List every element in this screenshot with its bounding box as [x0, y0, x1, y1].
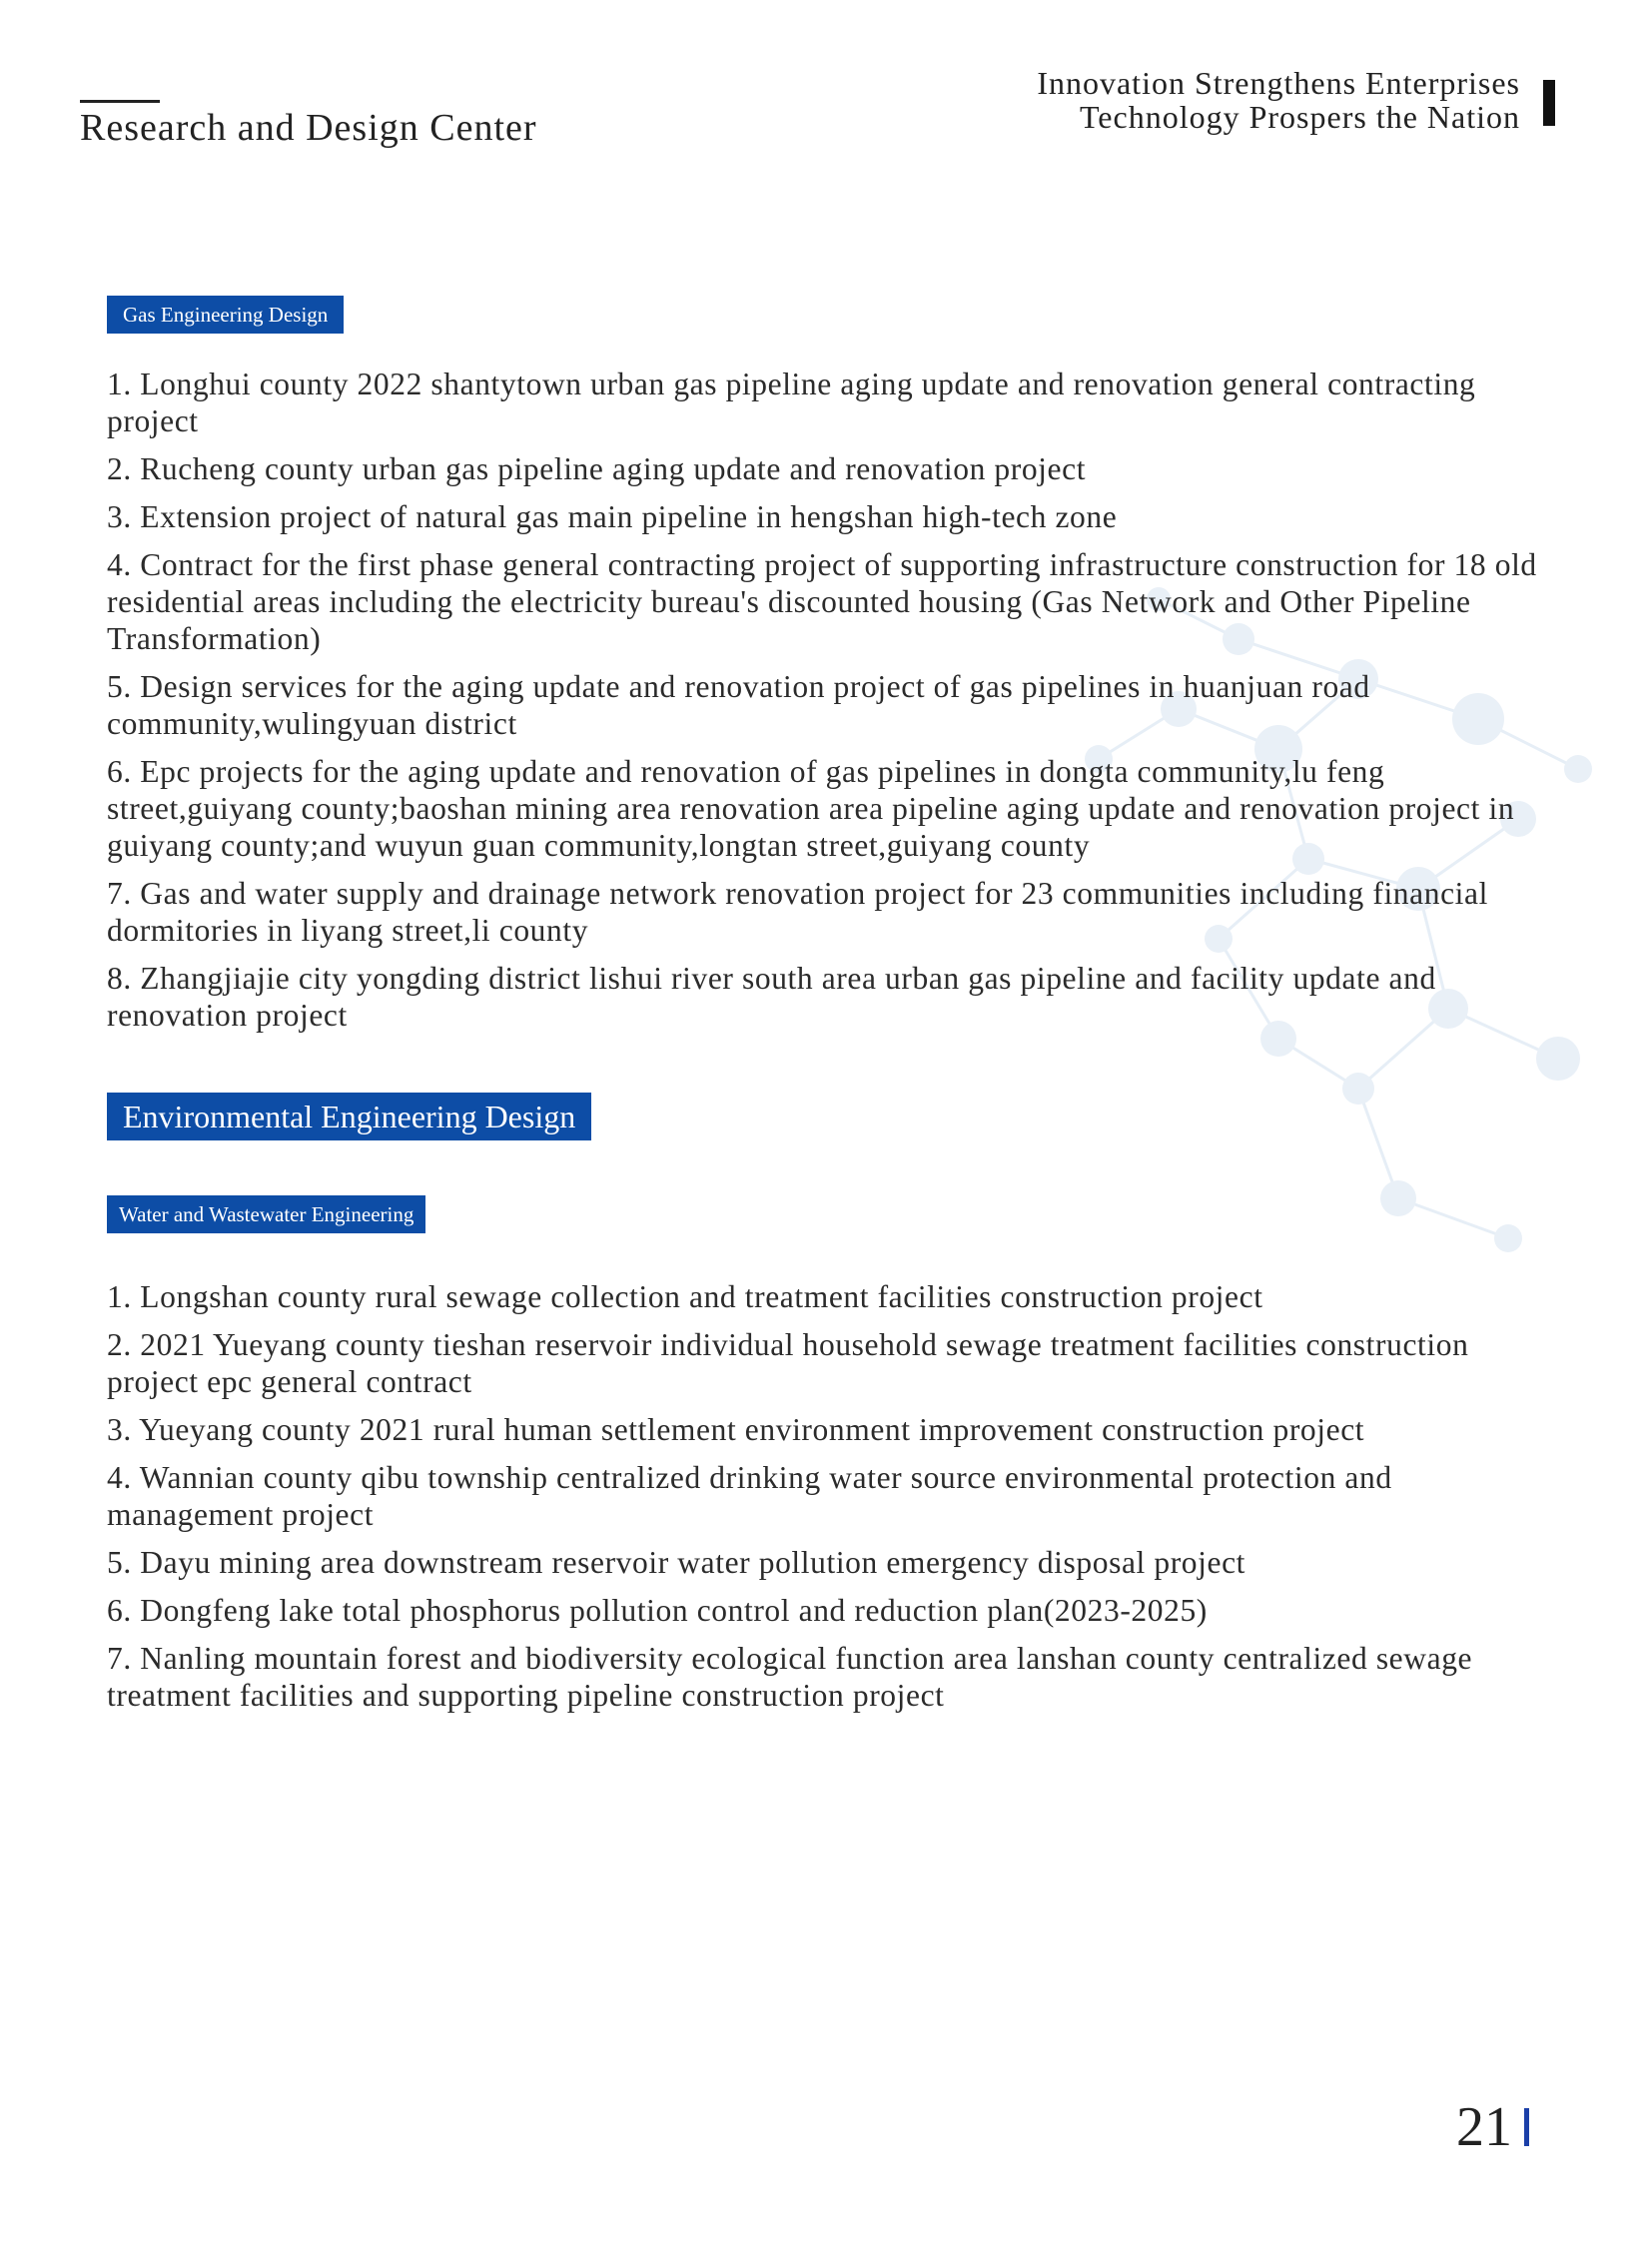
- environmental-engineering-tag: Environmental Engineering Design: [107, 1093, 591, 1140]
- list-item: 4. Wannian county qibu township centralized drinking water source environmental protection and management project: [107, 1460, 1392, 1532]
- page-number: 21: [1456, 2096, 1512, 2158]
- header-slogan-line-2: Technology Prospers the Nation: [1079, 99, 1520, 135]
- list-item: 2. 2021 Yueyang county tieshan reservoir individual household sewage treatment facilities construction project epc general contract: [107, 1327, 1469, 1399]
- list-item: 2. Rucheng county urban gas pipeline aging update and renovation project: [107, 451, 1087, 486]
- list-item: 3. Extension project of natural gas main pipeline in hengshan high-tech zone: [107, 499, 1118, 534]
- list-item: 7. Gas and water supply and drainage network renovation project for 23 communities including financial dormitories in liyang street,li county: [107, 876, 1488, 948]
- environmental-project-list: [107, 1278, 1545, 1725]
- header-rule: [80, 100, 160, 103]
- list-item: 1. Longshan county rural sewage collection and treatment facilities construction project: [107, 1279, 1263, 1314]
- gas-project-list: [107, 366, 1545, 1045]
- header-slogan-line-1: Innovation Strengthens Enterprises: [1037, 65, 1520, 101]
- water-wastewater-tag: Water and Wastewater Engineering: [107, 1195, 425, 1233]
- page-number-bar: [1524, 2108, 1529, 2146]
- list-item: 5. Dayu mining area downstream reservoir water pollution emergency disposal project: [107, 1545, 1246, 1580]
- list-item: 7. Nanling mountain forest and biodiversity ecological function area lanshan county centralized sewage treatment facilities and supporting pipeline construction project: [107, 1641, 1473, 1713]
- header-title: Research and Design Center: [80, 107, 537, 149]
- list-item: 5. Design services for the aging update and renovation project of gas pipelines in huanjuan road community,wulingyuan district: [107, 669, 1370, 741]
- header-bar: [1543, 80, 1555, 126]
- list-item: 6. Epc projects for the aging update and renovation of gas pipelines in dongta community,lu feng street,guiyang county;baoshan mining area renovation area pipeline aging update and renovation project in guiyang county;and wuyun guan community,longtan street,guiyang county: [107, 754, 1515, 863]
- list-item: 8. Zhangjiajie city yongding district lishui river south area urban gas pipeline and facility update and renovation project: [107, 961, 1436, 1033]
- list-item: 6. Dongfeng lake total phosphorus pollution control and reduction plan(2023-2025): [107, 1593, 1208, 1628]
- header-slogan: [1037, 66, 1520, 134]
- list-item: 1. Longhui county 2022 shantytown urban gas pipeline aging update and renovation general contracting project: [107, 367, 1476, 438]
- list-item: 4. Contract for the first phase general contracting project of supporting infrastructure construction for 18 old residential areas including the electricity bureau's discounted housing (Gas Network and Other Pipeline Transformation): [107, 547, 1537, 656]
- list-item: 3. Yueyang county 2021 rural human settlement environment improvement construction project: [107, 1412, 1365, 1447]
- gas-engineering-tag: Gas Engineering Design: [107, 296, 344, 334]
